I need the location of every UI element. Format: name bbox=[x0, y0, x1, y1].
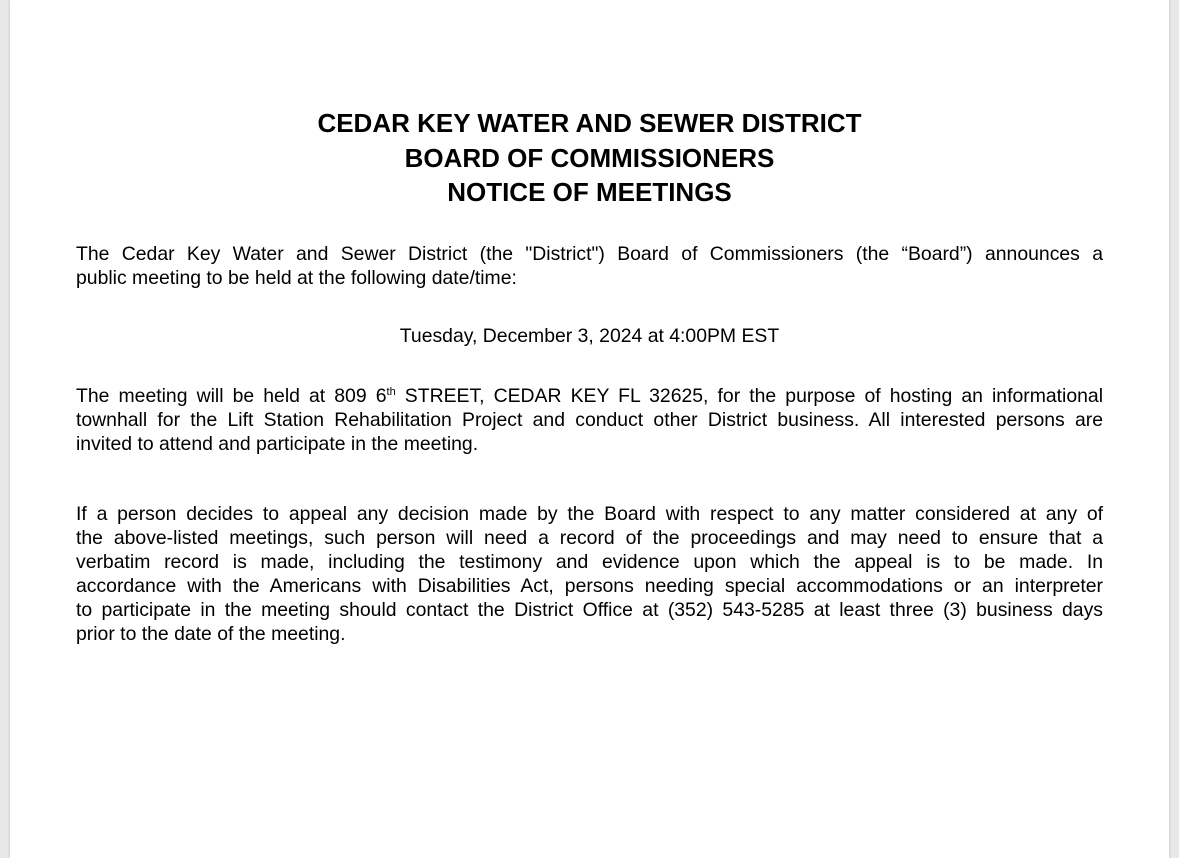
appeal-paragraph bbox=[76, 502, 1103, 646]
notice-heading bbox=[10, 106, 1169, 210]
location-line: invited to attend and participate in the meeting. bbox=[76, 433, 479, 455]
intro-line: public meeting to be held at the following date/time: bbox=[76, 267, 517, 289]
heading-district-name: CEDAR KEY WATER AND SEWER DISTRICT bbox=[317, 108, 862, 138]
appeal-line: prior to the date of the meeting. bbox=[76, 623, 346, 645]
meeting-datetime: Tuesday, December 3, 2024 at 4:00PM EST bbox=[399, 325, 780, 347]
location-address-start: The meeting will be held at 809 6 bbox=[76, 385, 387, 407]
location-line bbox=[76, 384, 1103, 408]
document-page bbox=[10, 0, 1169, 858]
location-paragraph bbox=[76, 384, 1103, 456]
appeal-line: accordance with the Americans with Disabilities Act, persons needing special accommodations or an interpreter bbox=[76, 575, 1103, 597]
location-line: townhall for the Lift Station Rehabilitation Project and conduct other District business. All interested persons are bbox=[76, 409, 1103, 431]
appeal-line: verbatim record is made, including the testimony and evidence upon which the appeal is to be made. In bbox=[76, 551, 1103, 573]
appeal-line: If a person decides to appeal any decision made by the Board with respect to any matter considered at any of bbox=[76, 503, 1103, 525]
heading-notice-title: NOTICE OF MEETINGS bbox=[447, 177, 732, 207]
intro-line: The Cedar Key Water and Sewer District (the "District") Board of Commissioners (the “Board”) announces a bbox=[76, 243, 1103, 265]
appeal-line: to participate in the meeting should contact the District Office at (352) 543-5285 at least three (3) business days bbox=[76, 599, 1103, 621]
location-address-rest: STREET, CEDAR KEY FL 32625, for the purpose of hosting an informational bbox=[395, 385, 1104, 407]
ordinal-suffix: th bbox=[386, 386, 396, 398]
appeal-line: the above-listed meetings, such person will need a record of the proceedings and may need to ensure that a bbox=[76, 527, 1103, 549]
heading-board-name: BOARD OF COMMISSIONERS bbox=[404, 142, 775, 173]
intro-paragraph bbox=[76, 242, 1103, 290]
